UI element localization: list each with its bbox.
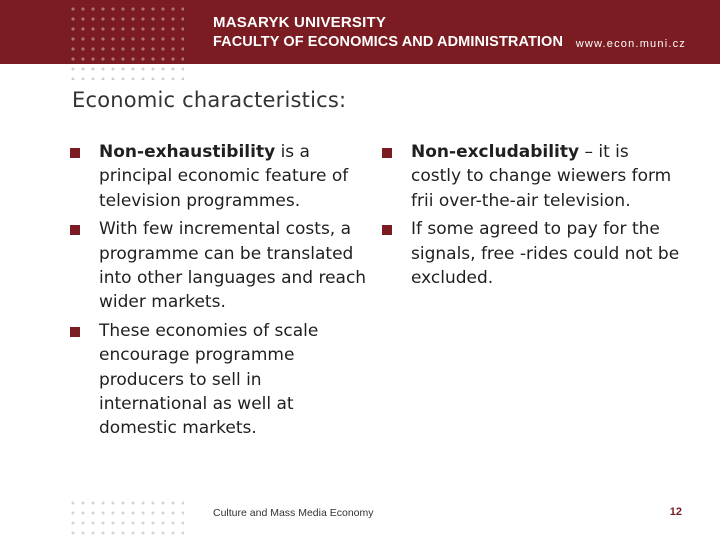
- footer-course-title: Culture and Mass Media Economy: [213, 507, 374, 519]
- bullet-item: [70, 319, 370, 441]
- university-name: MASARYK UNIVERSITY: [213, 14, 387, 31]
- bullet-text: – it is costly to change wiewers form frii over-the-air television.: [411, 142, 672, 211]
- bullet-text: is a principal economic feature of television programmes.: [99, 142, 349, 211]
- left-bullet-list: [70, 140, 370, 445]
- faculty-name: FACULTY OF ECONOMICS AND ADMINISTRATION: [213, 34, 564, 50]
- bullet-square-icon: [70, 327, 80, 337]
- footer-dot-pattern: [68, 498, 184, 540]
- bullet-square-icon: [382, 225, 392, 235]
- page-number: 12: [669, 506, 682, 518]
- bullet-square-icon: [382, 148, 392, 158]
- bullet-bold-term: Non-exhaustibility: [99, 142, 276, 162]
- bullet-item: [70, 140, 370, 213]
- bullet-square-icon: [70, 225, 80, 235]
- bullet-square-icon: [70, 148, 80, 158]
- bullet-item: [70, 217, 370, 315]
- bullet-bold-term: Non-excludability: [411, 142, 580, 162]
- slide-title: Economic characteristics:: [72, 88, 347, 112]
- bullet-text: With few incremental costs, a programme can be translated into other languages and reach wider markets.: [99, 219, 367, 313]
- website-url: www.econ.muni.cz: [575, 38, 686, 50]
- bullet-item: [382, 217, 682, 290]
- bullet-text: These economies of scale encourage programme producers to sell in international as well at domestic markets.: [99, 320, 319, 439]
- bullet-item: [382, 140, 682, 213]
- header-dot-pattern-lower: [68, 64, 184, 80]
- right-bullet-list: [382, 140, 682, 294]
- bullet-text: If some agreed to pay for the signals, free -rides could not be excluded.: [411, 219, 680, 289]
